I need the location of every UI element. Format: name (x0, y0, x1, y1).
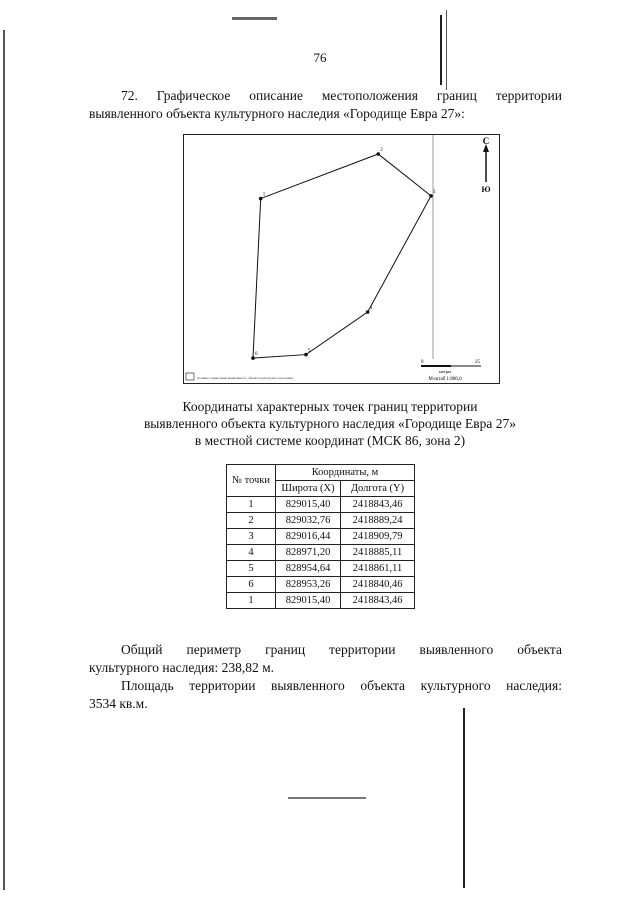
boundary-point-label-4: 4 (369, 306, 373, 312)
col-coords-header: Координаты, м (276, 465, 415, 481)
map-canvas (183, 134, 500, 384)
map-frame (184, 135, 500, 384)
col-lat-header: Широта (X) (276, 481, 341, 497)
table-row: 1 829015,40 2418843,46 (227, 497, 415, 513)
scale-bar-segment (421, 365, 451, 367)
heading-line-2: выявленного объекта культурного наследия «Городище Евра 27»: (89, 106, 465, 121)
table-row: 6 828953,26 2418840,46 (227, 577, 415, 593)
table-row: 5 828954,64 2418861,11 (227, 561, 415, 577)
area-line-1: Площадь территории выявленного объекта культурного наследия: (121, 678, 562, 693)
heading-line-1 (121, 87, 562, 104)
coordinates-table (226, 464, 415, 609)
col-point-header: № точки (227, 465, 276, 497)
caption-line-3: в местной системе координат (МСК 86, зона 2) (194, 433, 466, 448)
heading-number: 72. (121, 88, 138, 103)
boundary-point-label-1: 1 (262, 192, 266, 198)
boundary-point-label-6: 6 (255, 352, 258, 358)
page-number: 76 (313, 50, 327, 65)
boundary-point-label-5: 5 (308, 348, 311, 354)
caption-line-2: выявленного объекта культурного наследия «Городище Евра 27» (143, 416, 517, 431)
scan-mark-top (232, 17, 277, 20)
boundary-point-label-2: 2 (380, 148, 383, 153)
table-header-row (227, 465, 415, 481)
table-row: 3 829016,44 2418909,79 (227, 529, 415, 545)
table-row: 4 828971,20 2418885,11 (227, 545, 415, 561)
perimeter-line-2: культурного наследия: 238,82 м. (89, 660, 275, 675)
south-label: Ю (481, 185, 491, 194)
scan-edge-left (3, 30, 5, 890)
table-row: 2 829032,76 2418889,24 (227, 513, 415, 529)
legend-text: граница территории выявленного объекта культурного наследия (197, 376, 293, 380)
scan-mark-bottom (288, 797, 366, 799)
col-lon-header: Долгота (Y) (341, 481, 415, 497)
caption-line-1: Координаты характерных точек границ территории (182, 399, 478, 414)
boundary-point-label-3: 3 (433, 189, 436, 195)
scale-end-label: 25 (475, 360, 480, 365)
scale-text: М-штаб 1:800,0 (428, 377, 462, 382)
north-label: С (482, 136, 490, 146)
boundary-map (183, 134, 500, 384)
area-line-2: 3534 кв.м. (89, 696, 148, 711)
scan-fold-line-bottom (463, 708, 465, 888)
heading-text: Графическое описание местоположения границ территории (156, 88, 562, 103)
scale-start-label: 0 (421, 360, 424, 365)
table-row: 1 829015,40 2418843,46 (227, 593, 415, 609)
scale-unit-label: метры (438, 369, 452, 374)
perimeter-line-1: Общий периметр границ территории выявленного объекта (121, 642, 562, 657)
